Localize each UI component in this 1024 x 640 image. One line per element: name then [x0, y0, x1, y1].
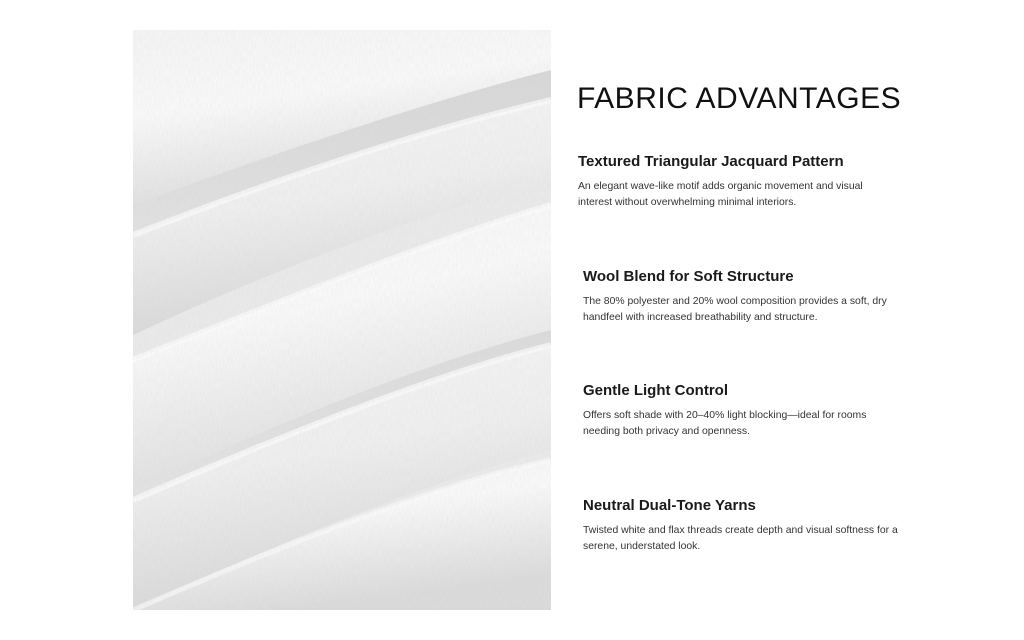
feature-title: Textured Triangular Jacquard Pattern: [578, 153, 844, 170]
feature-wool-blend: [583, 268, 903, 325]
fabric-photo: [133, 30, 551, 610]
page-title: FABRIC ADVANTAGES: [577, 82, 902, 115]
feature-description: An elegant wave-like motif adds organic movement and visual interest without overwhelming minimal interiors.: [578, 181, 863, 208]
fabric-texture-image: [133, 30, 551, 610]
feature-title: Gentle Light Control: [583, 382, 728, 399]
feature-dual-tone-yarns: [583, 497, 903, 554]
feature-description: Offers soft shade with 20–40% light blocking—ideal for rooms needing both privacy and openness.: [583, 410, 867, 437]
feature-light-control: [583, 382, 903, 439]
feature-description: The 80% polyester and 20% wool composition provides a soft, dry handfeel with increased breathability and structure.: [583, 296, 887, 323]
feature-title: Wool Blend for Soft Structure: [583, 268, 794, 285]
feature-description: Twisted white and flax threads create depth and visual softness for a serene, understated look.: [583, 525, 898, 552]
feature-jacquard-pattern: [578, 153, 898, 210]
feature-title: Neutral Dual-Tone Yarns: [583, 497, 756, 514]
